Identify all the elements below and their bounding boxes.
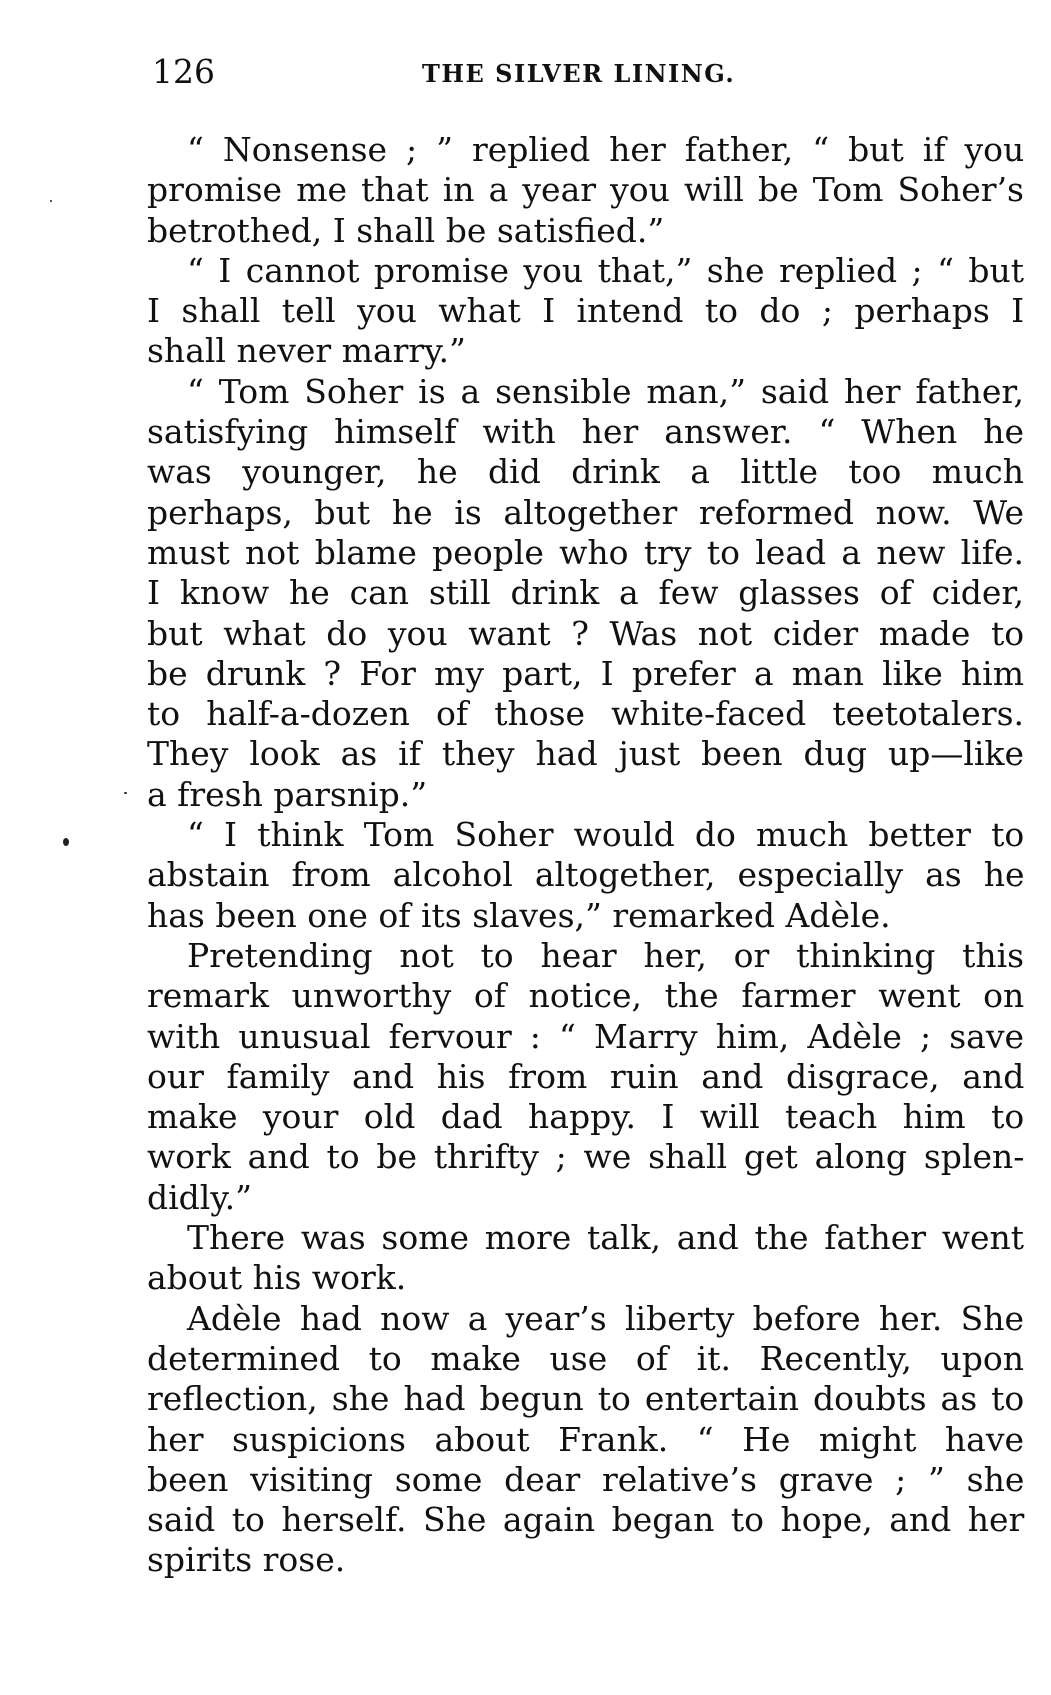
page-header bbox=[152, 52, 1022, 92]
text-line: promise me that in a year you will be Tom Soher’s bbox=[147, 170, 1024, 210]
text-line: determined to make use of it. Recently, upon bbox=[147, 1338, 1024, 1378]
ink-speck bbox=[124, 792, 127, 794]
text-line: a fresh parsnip.” bbox=[147, 774, 428, 814]
text-line: but what do you want ? Was not cider made to bbox=[147, 613, 1025, 653]
ink-speck bbox=[63, 838, 69, 846]
text-line: didly.” bbox=[147, 1177, 252, 1217]
paragraph bbox=[147, 936, 1024, 1218]
text-line: betrothed, I shall be satisfied.” bbox=[147, 210, 665, 250]
text-line: They look as if they had just been dug up—like bbox=[147, 734, 1024, 774]
text-line: There was some more talk, and the father went bbox=[187, 1218, 1025, 1258]
ink-speck bbox=[50, 200, 52, 202]
text-line: reflection, she had begun to entertain doubts as to bbox=[147, 1379, 1025, 1419]
paragraph bbox=[147, 1218, 1024, 1299]
text-line: shall never marry.” bbox=[147, 331, 466, 371]
text-line: I shall tell you what I intend to do ; perhaps I bbox=[147, 291, 1025, 331]
paragraph bbox=[147, 130, 1024, 251]
text-line: was younger, he did drink a little too much bbox=[147, 452, 1025, 492]
text-line: “ I think Tom Soher would do much better to bbox=[187, 815, 1025, 855]
text-line: must not blame people who try to lead a new life. bbox=[147, 532, 1025, 572]
text-line: perhaps, but he is altogether reformed now. We bbox=[147, 492, 1024, 532]
text-line: her suspicions about Frank. “ He might have bbox=[147, 1419, 1024, 1459]
text-line: with unusual fervour : “ Marry him, Adèle ; save bbox=[147, 1016, 1024, 1056]
text-line: to half-a-dozen of those white-faced teetotalers. bbox=[147, 694, 1024, 734]
text-line: abstain from alcohol altogether, especially as he bbox=[147, 855, 1025, 895]
text-line: make your old dad happy. I will teach him to bbox=[147, 1097, 1025, 1137]
body-text bbox=[147, 130, 1024, 1581]
text-line: been visiting some dear relative’s grave ; ” she bbox=[147, 1459, 1025, 1499]
paragraph bbox=[147, 372, 1024, 815]
running-title: THE SILVER LINING. bbox=[422, 59, 736, 88]
text-line: spirits rose. bbox=[147, 1540, 346, 1580]
text-line: remark unworthy of notice, the farmer went on bbox=[147, 976, 1025, 1016]
text-line: Adèle had now a year’s liberty before her. She bbox=[187, 1298, 1024, 1338]
text-line: “ Tom Soher is a sensible man,” said her father, bbox=[187, 371, 1024, 411]
text-line: satisfying himself with her answer. “ When he bbox=[147, 412, 1024, 452]
text-line: be drunk ? For my part, I prefer a man like him bbox=[147, 653, 1024, 693]
text-line: our family and his from ruin and disgrace, and bbox=[147, 1056, 1025, 1096]
text-line: “ I cannot promise you that,” she replied ; “ but bbox=[187, 250, 1024, 290]
text-line: said to herself. She again began to hope, and her bbox=[147, 1500, 1025, 1540]
text-line: “ Nonsense ; ” replied her father, “ but if you bbox=[187, 130, 1025, 169]
text-line: Pretending not to hear her, or thinking this bbox=[187, 935, 1025, 975]
text-line: work and to be thrifty ; we shall get along splen- bbox=[147, 1137, 1025, 1177]
paragraph bbox=[147, 815, 1024, 936]
paragraph bbox=[147, 1299, 1024, 1581]
text-line: has been one of its slaves,” remarked Adèle. bbox=[147, 895, 891, 935]
text-line: I know he can still drink a few glasses of cider, bbox=[147, 573, 1024, 613]
page-number: 126 bbox=[152, 52, 215, 91]
paragraph bbox=[147, 251, 1024, 372]
text-line: about his work. bbox=[147, 1258, 407, 1298]
